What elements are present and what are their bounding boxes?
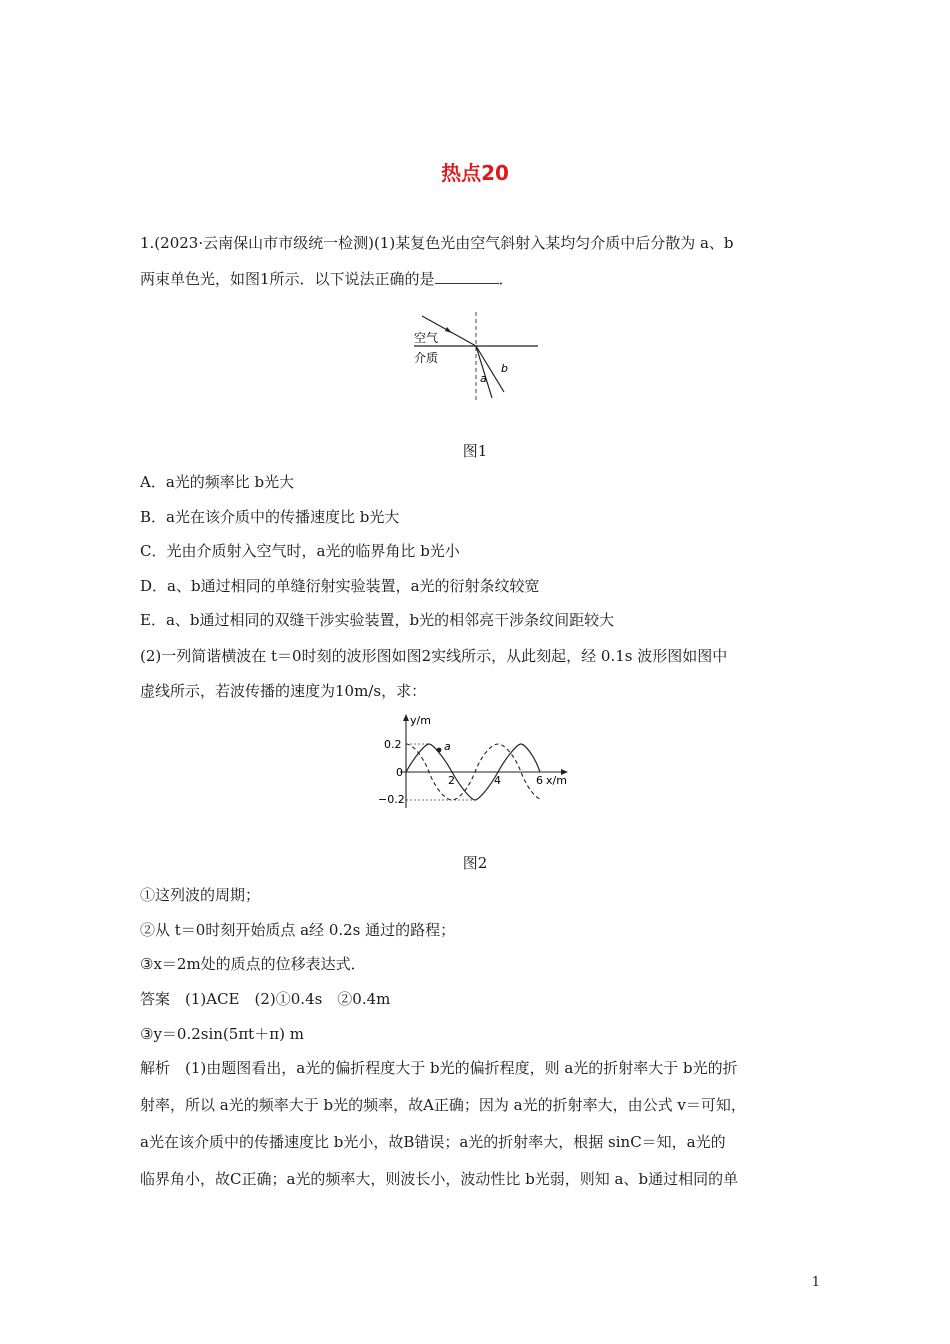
question-stem-line1: 1.(2023·云南保山市市级统一检测)(1)某复色光由空气斜射入某均匀介质中后分散为 a、b xyxy=(140,234,734,252)
answer-line2: ③y＝0.2sin(5πt＋π) m xyxy=(140,1025,304,1043)
label-a: a xyxy=(480,372,487,385)
question-stem-line2 xyxy=(140,269,514,289)
y-axis-arrow-icon xyxy=(403,714,409,721)
analysis-line4: 临界角小，故C正确；a光的频率大，则波长小，波动性比 b光弱，则知 a、b通过相同的单 xyxy=(140,1170,739,1188)
x-tick-6: 6 xyxy=(536,774,543,787)
answer-blank xyxy=(435,269,499,284)
sub-question-2: ②从 t＝0时刻开始质点 a经 0.2s 通过的路程； xyxy=(140,921,456,939)
analysis-line3: a光在该介质中的传播速度比 b光小，故B错误；a光的折射率大，根据 sinC＝知，a光的 xyxy=(140,1133,726,1151)
y-tick-neg0.2: −0.2 xyxy=(378,793,405,806)
x-tick-4: 4 xyxy=(494,774,501,787)
point-a-label: a xyxy=(444,740,451,753)
part2-line1: (2)一列简谐横波在 t＝0时刻的波形图如图2实线所示，从此刻起，经 0.1s 波形图如图中 xyxy=(140,647,728,665)
part2-line2: 虚线所示，若波传播的速度为10m/s，求： xyxy=(140,682,427,700)
label-air: 空气 xyxy=(414,331,439,345)
option-d: D．a、b通过相同的单缝衍射实验装置，a光的衍射条纹较宽 xyxy=(140,577,540,595)
analysis-line1: 解析 (1)由题图看出，a光的偏折程度大于 b光的偏折程度，则 a光的折射率大于 b光的折 xyxy=(140,1059,738,1077)
answer-line1: 答案 (1)ACE (2)①0.4s ②0.4m xyxy=(140,990,391,1008)
figure-2-wave-graph xyxy=(376,712,576,812)
figure-1-refraction-diagram xyxy=(400,310,550,402)
sub-question-1: ①这列波的周期； xyxy=(140,886,261,904)
ray-b xyxy=(476,346,504,392)
option-a: A．a光的频率比 b光大 xyxy=(140,473,295,491)
page-title: 热点20 xyxy=(441,161,509,185)
page-number: 1 xyxy=(811,1275,820,1290)
point-a xyxy=(437,748,442,753)
analysis-line2: 射率，所以 a光的频率大于 b光的频率，故A正确；因为 a光的折射率大，由公式 v＝可知， xyxy=(140,1096,746,1114)
option-e: E．a、b通过相同的双缝干涉实验装置，b光的相邻亮干涉条纹间距较大 xyxy=(140,611,615,629)
stem-text: 两束单色光，如图1所示．以下说法正确的是 xyxy=(140,270,435,288)
y-tick-0.2: 0.2 xyxy=(384,738,402,751)
figure-2-caption: 图2 xyxy=(462,854,488,872)
figure-1-caption: 图1 xyxy=(462,442,488,460)
x-tick-2: 2 xyxy=(448,774,455,787)
label-medium: 介质 xyxy=(414,351,439,365)
incident-arrow-icon xyxy=(445,327,452,333)
x-axis-label: x/m xyxy=(546,774,567,787)
sub-question-3: ③x＝2m处的质点的位移表达式． xyxy=(140,955,366,973)
label-b: b xyxy=(501,362,508,375)
y-tick-0: 0 xyxy=(396,766,403,779)
option-c: C．光由介质射入空气时，a光的临界角比 b光小 xyxy=(140,542,460,560)
option-b: B．a光在该介质中的传播速度比 b光大 xyxy=(140,508,400,526)
stem-end: ． xyxy=(498,270,514,288)
y-axis-label: y/m xyxy=(410,714,431,727)
